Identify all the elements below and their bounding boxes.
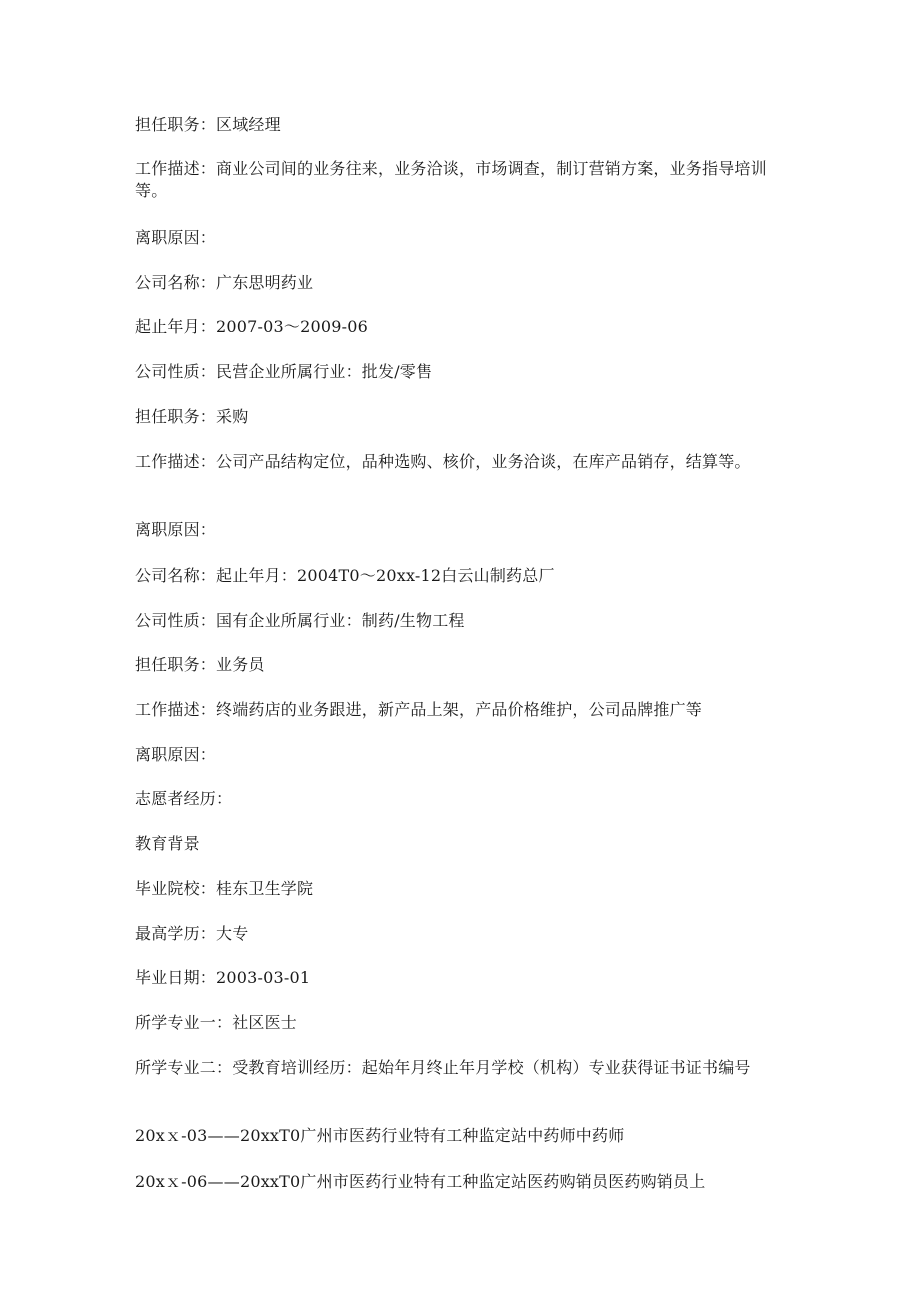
volunteer-experience-line: 志愿者经历： [135,789,233,808]
company-type-line: 公司性质：民营企业所属行业：批发/零售 [135,362,433,381]
job-description-line: 工作描述：公司产品结构定位，品种选购、核价，业务洽谈，在库产品销存，结算等。 [135,452,751,471]
job-description-line: 工作描述：终端药店的业务跟进，新产品上架，产品价格维护，公司品牌推广等 [135,700,703,719]
position-label-line: 担任职务：业务员 [135,655,265,674]
highest-degree-line: 最高学历：大专 [135,924,249,943]
date-range-line: 起止年月：2007-03～2009-06 [135,317,368,336]
major-two-line: 所学专业二：受教育培训经历：起始年月终止年月学校（机构）专业获得证书证书编号 [135,1058,751,1077]
job-description-line: 工作描述：商业公司间的业务往来，业务洽谈，市场调查，制订营销方案，业务指导培训等。 [135,159,767,200]
leave-reason-line: 离职原因： [135,520,217,539]
graduation-school-line: 毕业院校：桂东卫生学院 [135,879,314,898]
training-record-line: 20xｘ-06——20xxT0广州市医药行业特有工种监定站医药购销员医药购销员上 [135,1172,706,1191]
education-heading: 教育背景 [135,834,200,853]
leave-reason-line: 离职原因： [135,745,217,764]
company-name-line: 公司名称：起止年月：2004T0～20xx-12白云山制药总厂 [135,566,555,585]
position-label-line: 担任职务：区域经理 [135,115,281,134]
position-label-line: 担任职务：采购 [135,407,249,426]
major-one-line: 所学专业一：社区医士 [135,1013,298,1032]
leave-reason-line: 离职原因： [135,228,217,247]
company-type-line: 公司性质：国有企业所属行业：制药/生物工程 [135,611,465,630]
graduation-date-line: 毕业日期：2003-03-01 [135,968,311,987]
training-record-line: 20xｘ-03——20xxT0广州市医药行业特有工种监定站中药师中药师 [135,1126,625,1145]
company-name-line: 公司名称：广东思明药业 [135,273,314,292]
